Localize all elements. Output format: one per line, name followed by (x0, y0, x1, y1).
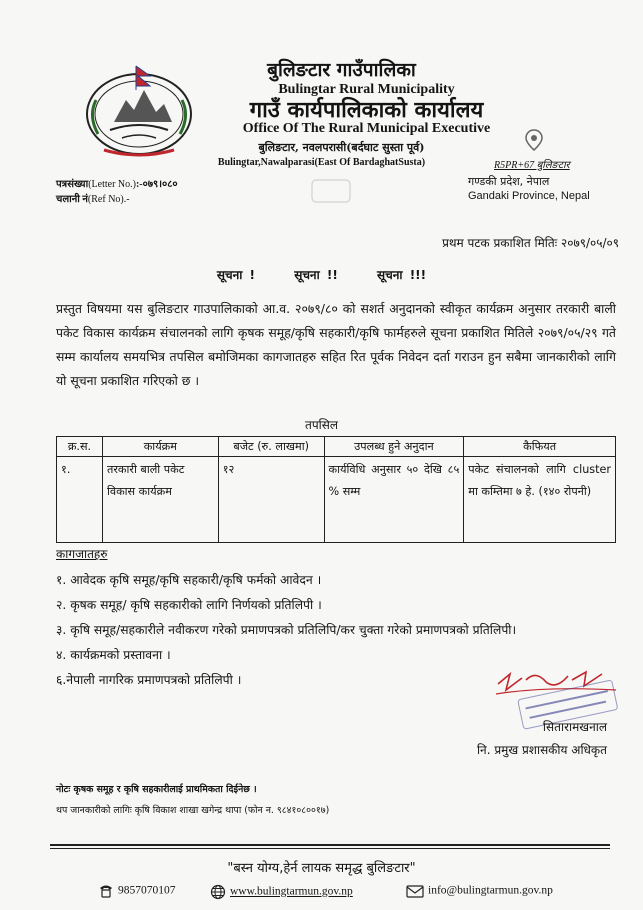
notice-heading-2: सूचना !! (294, 268, 338, 282)
province-english: Gandaki Province, Nepal (468, 190, 590, 202)
province-nepali: गण्डकी प्रदेश, नेपाल (468, 175, 550, 188)
cell-budget: १२ (218, 457, 324, 543)
footer-email-text[interactable]: info@bulingtarmun.gov.np (428, 884, 553, 897)
signer-name: सितारामखनाल (542, 720, 607, 734)
footer-website-text[interactable]: www.bulingtarmun.gov.np (230, 885, 353, 898)
list-item: ४. कार्यक्रमको प्रस्तावना । (56, 648, 171, 662)
col-header-sn: क्र.स. (57, 437, 103, 457)
list-item: ३. कृषि समूह/सहकारीले नवीकरण गरेको प्रमाणपत्रको प्रतिलिपि/कर चुक्ता गरेको प्रमाणपत्रको प्रतिलिपी। (56, 623, 517, 637)
schedule-header-row (57, 437, 616, 457)
documents-title: कागजातहरु (56, 547, 108, 561)
email-icon (406, 884, 424, 898)
office-name-english: Office Of The Rural Municipal Executive (242, 121, 491, 136)
faint-stamp-mark (306, 176, 356, 206)
notice-heading-3: सूचना !!! (377, 268, 427, 282)
address-nepali: बुलिङटार, नवलपरासी(बर्दघाट सुस्ता पूर्व) (258, 141, 425, 154)
list-item: २. कृषक समूह/ कृषि सहकारीको लागि निर्णयको प्रतिलिपी । (56, 598, 322, 612)
footer-phone (98, 884, 176, 898)
letter-number-value: :-०७९।०८० (135, 179, 178, 190)
globe-icon (210, 884, 226, 900)
schedule-title: तपसिल (304, 418, 338, 432)
phone-icon (98, 884, 114, 898)
notice-body-text: प्रस्तुत विषयमा यस बुलिङटार गाउपालिकाको आ.व. २०७९/८० को सशर्त अनुदानको स्वीकृत कार्यक्रम अनुसार तरकारी बाली पकेट विकास कार्यक्रम संचालनको लागि कृषक समूह/कृषि सहकारी/कृषि फार्महरुले सूचना प्रकाशित मितिले २०७९/०५/२९ गते सम्म कार्यालय समयभित्र तपसिल बमोजिमका कागजातहरु सहित रित पूर्वक निवेदन दर्ता गराउन हुन सबैमा जानकारीको लागि यो सूचना प्रकाशित गरिएको छ । (56, 301, 616, 388)
notice-heading (0, 266, 643, 283)
col-header-remarks: कैफियत (464, 437, 616, 457)
plus-code-location: R5PR+67 बुलिङटार (494, 160, 570, 171)
col-header-grant: उपलब्ध हुने अनुदान (324, 437, 464, 457)
schedule-table (56, 436, 616, 543)
letter-number-label: पत्रसंख्या (56, 179, 89, 190)
cell-grant: कार्यविधि अनुसार ५० देखि ८५ % सम्म (324, 457, 464, 543)
list-item: १. आवेदक कृषि समूह/कृषि सहकारी/कृषि फर्मको आवेदन । (56, 573, 322, 587)
letter-number-label-en: (Letter No.) (88, 179, 136, 190)
signer-title: नि. प्रमुख प्रशासकीय अधिकृत (476, 743, 607, 757)
municipality-name-english: Bulingtar Rural Municipality (278, 82, 455, 97)
location-pin-icon (524, 128, 544, 152)
reference-number-value: - (126, 194, 130, 205)
footer-phone-text: 9857070107 (118, 884, 176, 897)
address-english: Bulingtar,Nawalparasi(East Of BardaghatSusta) (217, 157, 426, 168)
footer-divider-thin (50, 848, 610, 849)
footer-website[interactable] (210, 884, 353, 900)
cell-program: तरकारी बाली पकेट विकास कार्यक्रम (102, 457, 218, 543)
reference-number (56, 191, 130, 205)
reference-number-label: चलानी नं (56, 194, 88, 205)
municipality-name-nepali: बुलिङटार गाउँपालिका (267, 59, 416, 81)
cell-sn: १. (57, 457, 103, 543)
cell-remarks: पकेट संचालनको लागि cluster मा कम्तिमा ७ हे. (१४० रोपनी) (464, 457, 616, 543)
table-row (57, 457, 616, 543)
contact-note: थप जानकारीको लागिः कृषि विकाश शाखा खगेन्द्र थापा (फोन न. ९८४१०८००१७) (56, 805, 330, 816)
footer-divider-thick (50, 844, 610, 846)
footer-slogan: "बस्न योग्य,हेर्न लायक समृद्ध बुलिङटार" (227, 861, 416, 876)
col-header-program: कार्यक्रम (102, 437, 218, 457)
priority-note: नोटः कृषक समूह र कृषि सहकारीलाई प्राथमिकता दिईनेछ । (56, 784, 257, 795)
office-name-nepali: गाउँ कार्यपालिकाको कार्यालय (249, 97, 484, 123)
reference-number-label-en: (Ref No). (87, 194, 127, 205)
publication-date: प्रथम पटक प्रकाशित मितिः २०७९/०५/०९ (442, 236, 619, 250)
list-item: ६.नेपाली नागरिक प्रमाणपत्रको प्रतिलिपी । (56, 673, 242, 687)
footer-email[interactable] (406, 884, 553, 898)
notice-heading-1: सूचना ! (216, 268, 256, 282)
col-header-budget: बजेट (रु. लाखमा) (218, 437, 324, 457)
letter-number (56, 176, 178, 190)
